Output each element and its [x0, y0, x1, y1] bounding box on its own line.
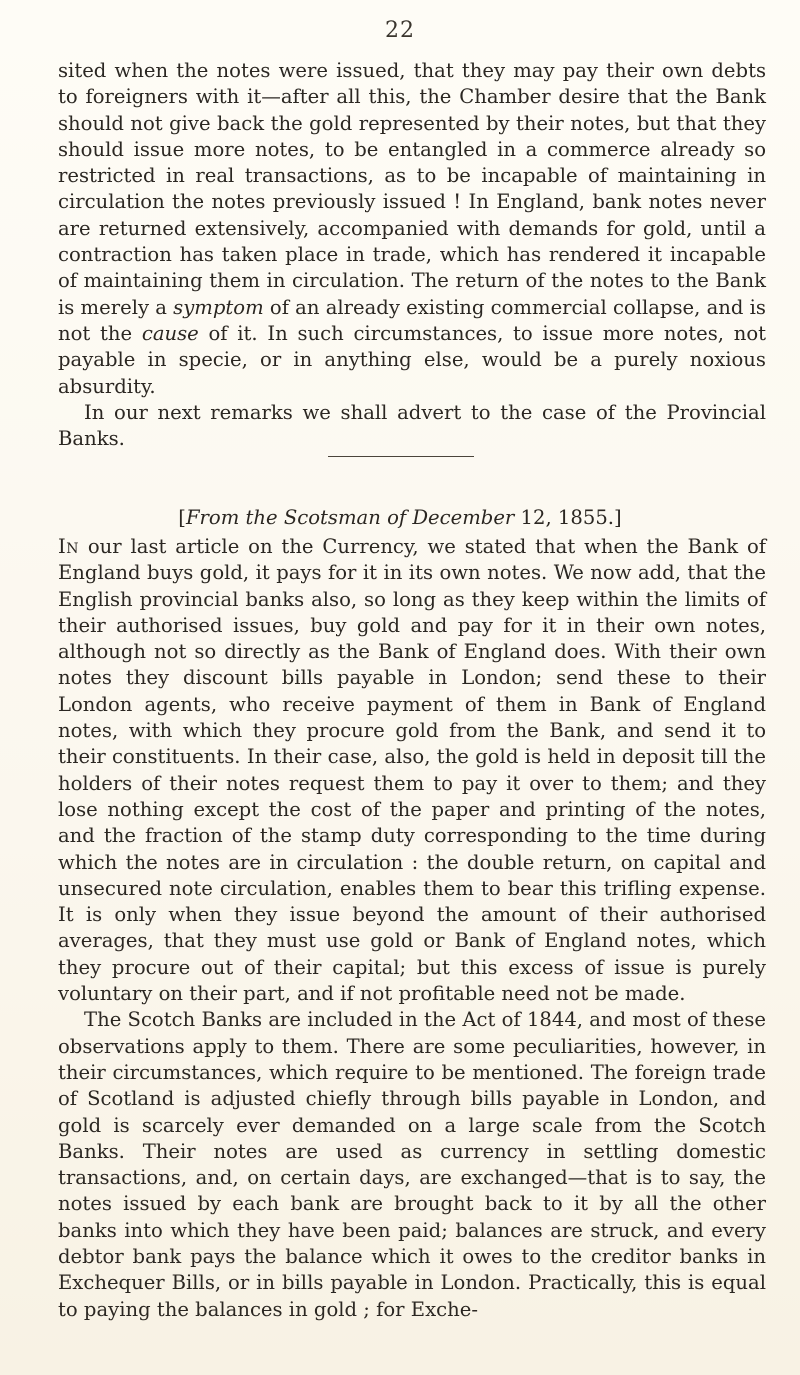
- page-number: 22: [385, 18, 415, 43]
- opening-word: In: [58, 535, 79, 558]
- paragraph-text: sited when the notes were issued, that they may pay their own debts to foreigners with it—after all this, the Chamber desire that the Bank should not give back the gold represented by their notes, but that they should issue more notes, to be entangled in a commerce already so restricted in real transactions, as to be incapable of maintaining in circulation the notes previously issued ! In England, bank notes never are returned extensively, accompanied with demands for gold, until a contraction has taken place in trade, which has rendered it incapable of maintaining them in circulation. The return of the notes to the Bank is merely a: [58, 59, 766, 319]
- emphasis-cause: cause: [141, 321, 199, 345]
- source-title: From the Scotsman of December: [185, 506, 515, 529]
- top-text-section: [58, 58, 766, 452]
- paragraph: The Scotch Banks are included in the Act of 1844, and most of these observations apply to them. There are some peculiarities, however, in their circumstances, which require to be mentioned. The foreign trade of Scotland is adjusted chiefly through bills payable in London, and gold is scarcely ever demanded on a large scale from the Scotch Banks. Their notes are used as currency in settling domestic transactions, and, on certain days, are exchanged—that is to say, the notes issued by each bank are brought back to it by all the other banks into which they have been paid; balances are struck, and every debtor bank pays the balance which it owes to the creditor banks in Exchequer Bills, or in bills payable in London. Practically, this is equal to paying the balances in gold ; for Exche-: [58, 1008, 766, 1321]
- source-citation: [0, 506, 800, 529]
- emphasis-symptom: symptom: [173, 295, 264, 319]
- section-divider: [328, 456, 474, 457]
- paragraph-text: of it. In such circumstances, to issue more notes, not payable in specie, or in anything else, would be a purely noxious absurdity.: [58, 321, 766, 398]
- source-bracket: [: [178, 506, 186, 529]
- paragraph-text: our last article on the Currency, we stated that when the Bank of England buys gold, it pays for it in its own notes. We now add, that the English provincial banks also, so long as they keep within the limits of their authorised issues, buy gold and pay for it in their own notes, although not so directly as the Bank of England does. With their own notes they discount bills payable in London; send these to their London agents, who receive payment of them in Bank of England notes, with which they procure gold from the Bank, and send it to their constituents. In their case, also, the gold is held in deposit till the holders of their notes request them to pay it over to them; and they lose nothing except the cost of the paper and printing of the notes, and the fraction of the stamp duty corresponding to the time during which the notes are in circulation : the double return, on capital and unsecured note circulation, enables them to bear this trifling expense. It is only when they issue beyond the amount of their authorised averages, that they must use gold or Bank of England notes, which they procure out of their capital; but this excess of issue is purely voluntary on their part, and if not profitable need not be made.: [58, 535, 766, 1006]
- paragraph: In our next remarks we shall advert to the case of the Provincial Banks.: [58, 400, 766, 451]
- continued-paragraph: [58, 58, 766, 400]
- article-body: [58, 534, 766, 1323]
- paragraph: [58, 534, 766, 1007]
- source-date: 12, 1855.]: [520, 506, 622, 529]
- paragraph-text: of an already existing commercial collapse, and is not the: [58, 295, 766, 345]
